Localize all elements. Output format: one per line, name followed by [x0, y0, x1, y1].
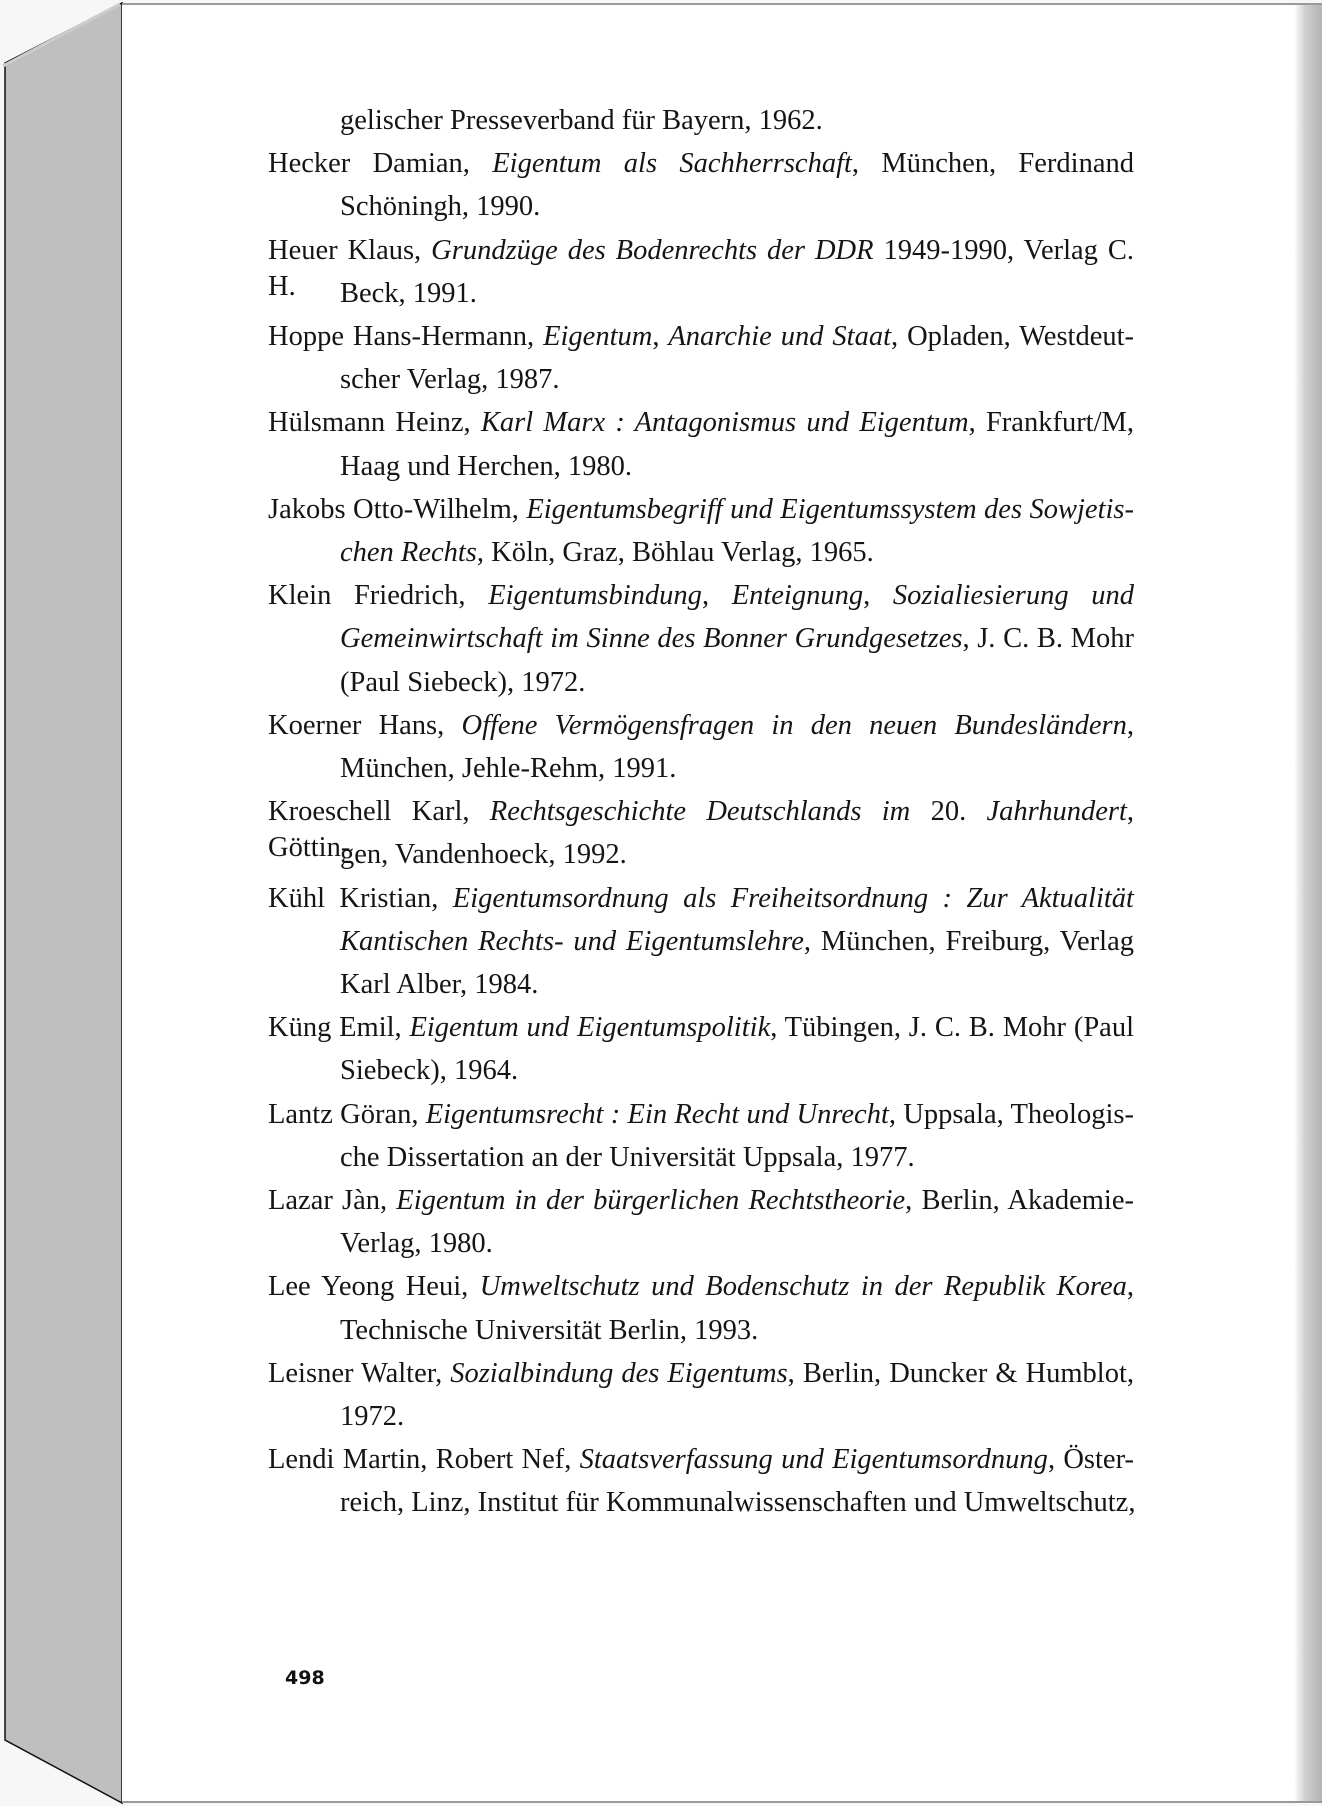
- title-text: Gemeinwirtschaft im Sinne des Bonner Grundgesetzes: [340, 623, 963, 655]
- citation-text: Jakobs Otto-Wilhelm,: [268, 493, 527, 525]
- bibliography-entry-line: [268, 1097, 1134, 1133]
- title-text: Eigentumsbegriff und Eigentumssystem des Sowjetis-: [526, 493, 1134, 525]
- citation-text: Hülsmann Heinz,: [268, 407, 481, 439]
- citation-text: 20.: [910, 796, 987, 828]
- bibliography-continuation-line: [340, 535, 1134, 571]
- citation-text: 1972.: [340, 1401, 405, 1432]
- page-edge-shadow: [1294, 5, 1322, 1801]
- bibliography-continuation-line: [340, 362, 1134, 398]
- citation-text: , München, Freiburg, Verlag: [803, 925, 1134, 957]
- citation-text: Hecker Damian,: [268, 148, 493, 180]
- title-text: Eigentum und Eigentumspolitik: [409, 1012, 771, 1044]
- citation-text: ,: [701, 580, 732, 612]
- bibliography-entry-line: [268, 1010, 1134, 1046]
- citation-text: reich, Linz, Institut für Kommunalwissenschaften und Umweltschutz,: [340, 1487, 1136, 1519]
- title-text: Jahrhundert: [986, 796, 1127, 828]
- citation-text: Kühl Kristian,: [268, 882, 453, 914]
- citation-text: 1949-1990, Verlag C. H.: [268, 234, 1134, 302]
- citation-text: Schöningh, 1990.: [340, 191, 541, 223]
- citation-text: gen, Vandenhoeck, 1992.: [340, 839, 627, 871]
- citation-text: , Frankfurt/M,: [968, 407, 1134, 439]
- citation-text: Karl Alber, 1984.: [340, 969, 539, 1000]
- citation-text: Küng Emil,: [268, 1012, 410, 1044]
- citation-text: ,: [1126, 709, 1135, 741]
- bibliography-entry-line: [268, 1442, 1134, 1478]
- citation-text: ,: [652, 321, 669, 352]
- title-text: Grundzüge des Bodenrechts der DDR: [431, 234, 874, 266]
- bibliography-continuation-line: [340, 1140, 1134, 1176]
- citation-text: scher Verlag, 1987.: [340, 364, 560, 396]
- bibliography-continuation-line: [340, 751, 1134, 787]
- citation-text: , Köln, Graz, Böhlau Verlag, 1965.: [476, 537, 874, 568]
- title-text: Sozialbindung des Eigentums: [450, 1357, 788, 1389]
- title-text: Eigentumsbindung: [488, 580, 702, 612]
- bibliography-entry-line: [268, 881, 1134, 917]
- bibliography-continuation-line: [340, 621, 1134, 657]
- bibliography-continuation-line: [340, 189, 1134, 225]
- citation-text: (Paul Siebeck), 1972.: [340, 666, 586, 698]
- title-text: Eigentum als Sachherrschaft: [492, 148, 852, 180]
- bibliography-continuation-line: [340, 449, 1134, 485]
- citation-text: Haag und Herchen, 1980.: [340, 450, 633, 482]
- bibliography-entry-line: [268, 708, 1134, 744]
- title-text: Anarchie und Staat: [668, 321, 892, 352]
- citation-text: ,: [1126, 1271, 1134, 1303]
- citation-text: München, Jehle-Rehm, 1991.: [340, 753, 677, 784]
- bibliography-continuation-line: [340, 924, 1134, 960]
- citation-text: Siebeck), 1964.: [340, 1055, 519, 1087]
- page-number: 498: [285, 1667, 325, 1689]
- citation-text: , München, Ferdinand: [851, 148, 1134, 180]
- citation-text: , Berlin, Duncker & Humblot,: [787, 1357, 1134, 1389]
- bibliography-entry-line: [268, 405, 1134, 441]
- citation-text: che Dissertation an der Universität Uppsala, 1977.: [340, 1141, 915, 1173]
- title-text: Eigentumsordnung als Freiheitsordnung : Zur Aktualität: [452, 882, 1134, 914]
- bibliography-continuation-line: [340, 1053, 1134, 1089]
- citation-text: , Göttin-: [268, 796, 1134, 864]
- title-text: Staatsverfassung und Eigentumsordnung: [579, 1444, 1048, 1476]
- citation-text: gelischer Presseverband für Bayern, 1962.: [340, 105, 823, 136]
- citation-text: , Tübingen, J. C. B. Mohr (Paul: [770, 1012, 1134, 1044]
- citation-text: Koerner Hans,: [268, 709, 462, 741]
- citation-text: Leisner Walter,: [268, 1357, 451, 1389]
- bibliography-continuation-line: [340, 665, 1134, 701]
- bibliography-entry-line: [268, 1356, 1134, 1392]
- citation-text: Klein Friedrich,: [268, 580, 489, 612]
- title-text: Umweltschutz und Bodenschutz in der Republik Korea: [479, 1271, 1127, 1303]
- book-page: [122, 3, 1322, 1803]
- citation-text: Verlag, 1980.: [340, 1228, 493, 1260]
- citation-text: ,: [863, 580, 893, 612]
- bibliography-continuation-line: [340, 1226, 1134, 1262]
- citation-text: , J. C. B. Mohr: [962, 623, 1134, 655]
- bibliography-entry-line: [268, 146, 1134, 182]
- title-text: Eigentum: [543, 321, 653, 352]
- bibliography-entry-line: [268, 578, 1134, 614]
- bibliography-continuation-line: [340, 837, 1134, 873]
- title-text: Eigentumsrecht : Ein Recht und Unrecht: [425, 1098, 889, 1130]
- title-text: Eigentum in der bürgerlichen Rechtstheorie: [396, 1185, 906, 1216]
- citation-text: Hoppe Hans-Hermann,: [268, 321, 544, 352]
- bibliography-entry-line: [268, 492, 1134, 528]
- citation-text: Lazar Jàn,: [268, 1185, 397, 1216]
- citation-text: Lee Yeong Heui,: [268, 1271, 480, 1303]
- bibliography-continuation-line: [340, 276, 1134, 312]
- title-text: Enteignung: [731, 580, 864, 612]
- citation-text: Kroeschell Karl,: [268, 796, 490, 828]
- bibliography-continuation-line: [340, 967, 1134, 1003]
- bibliography-continuation-line: [340, 103, 1134, 139]
- title-text: chen Rechts: [340, 537, 477, 568]
- title-text: Sozialiesierung und: [892, 580, 1135, 612]
- title-text: Offene Vermögensfragen in den neuen Bundesländern: [461, 709, 1127, 741]
- bibliography-entry-line: [268, 1269, 1134, 1305]
- title-text: Kantischen Rechts- und Eigentumslehre: [340, 925, 804, 957]
- title-text: Karl Marx : Antagonismus und Eigentum: [480, 407, 969, 439]
- bibliography-entry-line: [268, 319, 1134, 355]
- citation-text: Heuer Klaus,: [268, 234, 432, 266]
- bibliography-entry-line: [268, 1183, 1134, 1219]
- citation-text: , Uppsala, Theologis-: [888, 1098, 1134, 1130]
- citation-text: Technische Universität Berlin, 1993.: [340, 1314, 759, 1346]
- citation-text: Beck, 1991.: [340, 277, 477, 309]
- bibliography-continuation-line: [340, 1485, 1134, 1521]
- bibliography-continuation-line: [340, 1313, 1134, 1349]
- citation-text: , Berlin, Akademie-: [905, 1185, 1134, 1216]
- citation-text: Lantz Göran,: [268, 1098, 426, 1130]
- citation-text: Lendi Martin, Robert Nef,: [268, 1444, 580, 1476]
- bibliography-continuation-line: [340, 1399, 1134, 1435]
- title-text: Rechtsgeschichte Deutschlands im: [489, 796, 911, 828]
- citation-text: , Öster-: [1047, 1444, 1134, 1476]
- citation-text: , Opladen, Westdeut-: [891, 321, 1135, 352]
